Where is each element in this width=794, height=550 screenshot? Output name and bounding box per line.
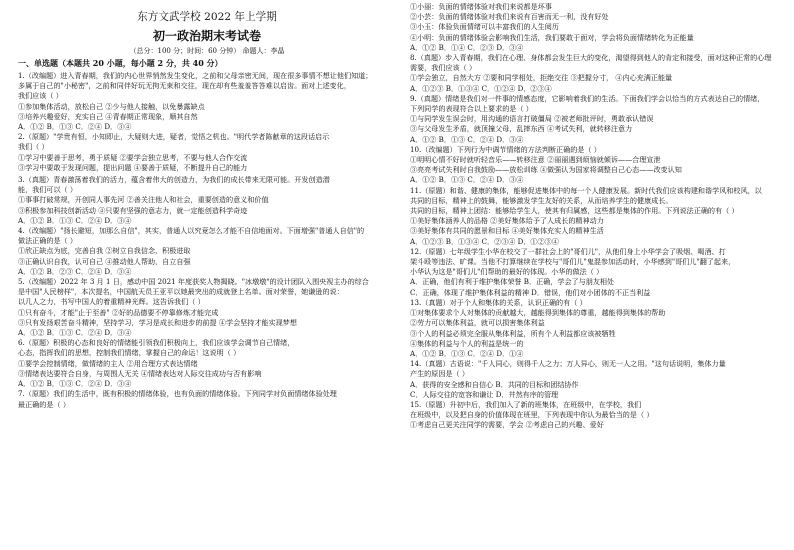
question-line: 14.（真题）古语说："千人同心，则得千人之力；万人异心，则无一人之用。"这句话说明，集体力量 bbox=[410, 359, 726, 369]
question-line: ①明明心情不好时就听轻音乐——转移注意 ②丽丽遇到烦恼就倾诉——合理宣泄 bbox=[410, 155, 661, 165]
question-line: ①只有奋斗，才能"止于至善" ②好的品德要不停靠修炼才能完成 bbox=[18, 307, 219, 317]
question-line: 共同的目标，精神上团结：能够给学生人，使其有归属感，这些都是集体的作用。下列说法正确的有（ ） bbox=[410, 206, 739, 216]
question-line: ①要学会控制情绪，做情绪的主人 ②用合理方式表达情绪 bbox=[18, 358, 198, 368]
exam-info: （总分：100 分；时间：60 分钟） 命题人：李晶 bbox=[129, 47, 285, 55]
question-line: 8.（真题）步入青春期，我们在心理、身体都会发生巨大的变化，渴望得到他人的肯定和接受，面对这种正常的心理 bbox=[410, 53, 772, 63]
question-line: 做法正确的是（ ） bbox=[18, 236, 78, 246]
question-line: A．①② B．①③ C．②④ D．③④ bbox=[410, 175, 524, 185]
question-line: 以几人之力，书写中国人的着重精神光辉。这告诉我们（ ） bbox=[18, 297, 205, 307]
question-line: 10.（改编题）下列行为中调节情绪的方法判断正确的是（ ） bbox=[410, 144, 601, 154]
question-line: ①与同学发生误会时，用沟通的语言打破僵局 ②被老师批评时，勇敢承认错误 bbox=[410, 114, 654, 124]
question-line: ③美好集体有共同的愿景和目标 ④美好集体充实人的精神生活 bbox=[410, 226, 604, 236]
question-line: ③学习中要敢于发现问题，提出问题 ④要善于质疑，不断提升自己的能力 bbox=[18, 162, 248, 172]
question-line: 1.（改编题）进入青春期，我们的内心世界悄然发生变化，之前和父母亲密无间，现在很多事情不想让他们知道； bbox=[18, 71, 373, 80]
question-line: A．①② B．①③ C．②④ D．③④ bbox=[18, 379, 132, 389]
question-line: 是中国"人民榜样"，本次提名，中国航天员王亚平以她最突出的成就登上名单。面对荣誉，她谦逊的说： bbox=[18, 287, 344, 297]
question-line: 2.（原题）"学贵有恒，小知即止，大疑则大进，疑者，觉悟之机也。"明代学者陈献章的这段话启示 bbox=[18, 132, 330, 142]
right-questions bbox=[410, 2, 788, 431]
question-line: ③培养兴趣爱好，充实自己 ④青春期正常现象，顺其自然 bbox=[18, 111, 198, 121]
section-heading: 一、单选题（本题共 20 小题，每小题 2 分，共 40 分） bbox=[18, 58, 223, 68]
question-line: 我们（ ） bbox=[18, 142, 49, 152]
question-line: ①参加集体活动，放松自己 ②少与他人接触，以免暴露缺点 bbox=[18, 101, 205, 111]
question-line: 7.（原题）我们的生活中，既有积极的情绪体验，也有负面的情绪体验。下列同学对负面情绪体验处理 bbox=[18, 389, 337, 399]
question-line: ①学会独立，自然大方 ②要和同学相处，拒绝交往 ③把握分寸， ④内心充满正能量 bbox=[410, 73, 673, 83]
question-line: 架斗殴等违法、旷课。当他不打算继续在学校与"哥们儿"鬼混参加活动时，小华感到"哥们儿"翻了起来， bbox=[410, 257, 736, 267]
question-line: ③个人的利益必须完全服从集体利益，所有个人利益都应该被牺牲 bbox=[410, 328, 616, 338]
question-line: 5.（改编题）2022 年 3 月 1 日，感动中国 2021 年度获奖人物揭晓。"冰墩墩"的设计团队入围央视主办的综合 bbox=[18, 277, 369, 287]
exam-title: 初一政治期末考试卷 bbox=[152, 29, 261, 43]
question-line: 多属于自己的"小秘密"，之前和同伴好玩无拘无束和交往，现在却有些羞羞答答难以启齿。面对上述变化， bbox=[18, 81, 351, 91]
question-line: 共同的目标，精神上的鼓舞，能够激发学生友好的关系，从而培养学生的健康成长。 bbox=[410, 195, 673, 205]
left-questions bbox=[18, 71, 396, 173]
question-line: A．①② B．①③ C．②④ D．③④ bbox=[18, 328, 132, 338]
question-line: ①考虑自己更关注同学的需要，学会 ②考虑自己的兴趣、爱好 bbox=[410, 420, 604, 430]
question-line: 下列同学的表现符合以上要求的是（ ） bbox=[410, 104, 533, 114]
question-line: 我们应该（ ） bbox=[18, 91, 63, 101]
question-line: A．正确，他们有利于维护集体荣誉 B．正确，学会了与朋友相处 bbox=[410, 277, 615, 287]
question-line: 在班级中，以及把自身的价值体现在班里，下列表现中你认为最恰当的是（ ） bbox=[410, 410, 654, 420]
question-line: 3.（真题）青春激荡着我们的活力，蕴含着伟大的创造力，为我们的成长带来无限可能。开发创造潜 bbox=[18, 175, 330, 185]
question-line: 4.（改编题）"扬长避短，加那么自信"，其实，普通人以究竟怎么才能不自信地面对。下面增强"普通人自信"的 bbox=[18, 226, 365, 236]
question-line: A．①② B．①③ C．②④ D．①④ bbox=[410, 348, 524, 358]
question-line: ①对集体要求个人对集体的贡献越大，越能得到集体的尊重，越能得到集体的帮助 bbox=[410, 308, 666, 318]
question-line: A．获得的安全感和自信心 B．共同的目标和团结协作 bbox=[410, 379, 579, 389]
question-line: 11.（原题）和谐、健康的集体，能够促进集体中的每一个人健康发展。新时代我们应该构建和谐学风和校风，以 bbox=[410, 185, 762, 195]
school-title: 东方文武学校 2022 年上学期 bbox=[137, 11, 277, 23]
question-line: ①小丽：负面的情绪体验对我们来说都是坏事 bbox=[410, 2, 552, 11]
question-line: 小华认为这是"哥们儿"们帮助的最好的体现。小华的做法（ ） bbox=[410, 267, 604, 277]
left-questions-2 bbox=[18, 175, 396, 410]
question-line: 9.（真题）情绪是我们对一件事的情感态度，它影响着我们的生活。下面我们学会以恰当的方式表达自己的情绪， bbox=[410, 93, 765, 103]
question-line: A．①② B．①③ C．②④ D．③④ bbox=[410, 134, 524, 144]
question-line: 心态，指挥我们的思想，控制我们情绪，掌握自己的命运！这说明（ ） bbox=[18, 348, 241, 358]
question-line: C．人际交往的宽容和谦让 D．井然有序的管理 bbox=[410, 389, 559, 399]
question-line: A．①② B．①③ C．②④ D．③④ bbox=[18, 122, 132, 132]
question-line: A．①②③ B．①③④ C．①②④ D．②③④ bbox=[410, 83, 552, 93]
question-line: 产生的原因是（ ） bbox=[410, 369, 470, 379]
question-line: A．①② B．②③ C．②④ D．③④ bbox=[18, 266, 132, 276]
question-line: C．正确，体现了维护集体利益的精神 D．错误，他们对小团体的不正当利益 bbox=[410, 287, 651, 297]
question-line: ③情绪表达要符合自身，与周围人无关 ④情绪表达对人际交往成功与否有影响 bbox=[18, 368, 262, 378]
question-line: ①美好集体涵养人的品格 ②美好集体给予了人成长的精神动力 bbox=[410, 216, 604, 226]
question-line: ③只有发扬艰苦奋斗精神，坚持学习，学习是成长和进步的前提 ④学会坚持才能实现梦想 bbox=[18, 317, 297, 327]
question-line: ①欣正缺点为底，完善自我 ②树立自我信念，积极进取 bbox=[18, 246, 191, 256]
question-line: A．①②③ B．①③④ C．②③④ D．①②③④ bbox=[410, 236, 559, 246]
left-column bbox=[18, 6, 396, 410]
question-line: ③正确认识自我，认可自己 ④推动他人帮助，自立自强 bbox=[18, 256, 191, 266]
question-line: ②小芸：负面的情绪体验对我们来说有百害而无一利，没有好处 bbox=[410, 12, 609, 22]
question-line: ①事事打破常规，开创同人事先河 ②善关注他人和社会，重要创造的意义和价值 bbox=[18, 195, 269, 205]
question-line: 15.（原题）升初中后，我们加入了新的班集体，在班级中，在学校，我们 bbox=[410, 399, 642, 409]
question-line: 12.（原题）七年级学生小华在校交了一群社会上的"哥们儿"，从他们身上小华学会了吸烟、喝酒、打 bbox=[410, 246, 726, 256]
question-line: ③亮亮考试失利时自我鼓励——放松训练 ④做强认为国家将调整自己心态——改变认知 bbox=[410, 165, 682, 175]
question-line: 需要，我们应该（ ） bbox=[410, 63, 477, 73]
right-column bbox=[410, 2, 788, 431]
question-line: ③小玉：体验负面情绪可以丰富我们的人生阅历 bbox=[410, 22, 559, 32]
question-line: A．①② B．①③ C．②④ D．③④ bbox=[18, 215, 132, 225]
question-line: 能，我们可以（ ） bbox=[18, 185, 78, 195]
question-line: ④集体的利益与个人的利益是统一的 bbox=[410, 338, 524, 348]
question-line: ③与父母发生矛盾，就顶撞父母，乱摔东西 ④考试失利，就转移注意力 bbox=[410, 124, 633, 134]
question-line: ④小明：负面的情绪体验会影响我们生活，我们要敢于面对，学会将负面情绪转化为正能量 bbox=[410, 32, 694, 42]
question-line: ①学习中要善于思考，勇于质疑 ②要学会独立思考，不要与他人合作交流 bbox=[18, 152, 248, 162]
question-line: 13.（真题）对于个人和集体的关系，认识正确的有（ ） bbox=[410, 297, 587, 307]
question-line: ③积极参加科技创新活动 ④只要有坚强的意志力，就一定能创造科学奇迹 bbox=[18, 205, 248, 215]
question-line: ②劳力可以集体利益，就可以损害集体利益 bbox=[410, 318, 545, 328]
question-line: A．①② B．①④ C．②③ D．③④ bbox=[410, 42, 524, 52]
question-line: 6.（原题）积极的心态和良好的情绪能引领我们积极向上，我们应该学会调节自己情绪， bbox=[18, 338, 295, 348]
question-line: 最正确的是（ ） bbox=[18, 399, 70, 409]
